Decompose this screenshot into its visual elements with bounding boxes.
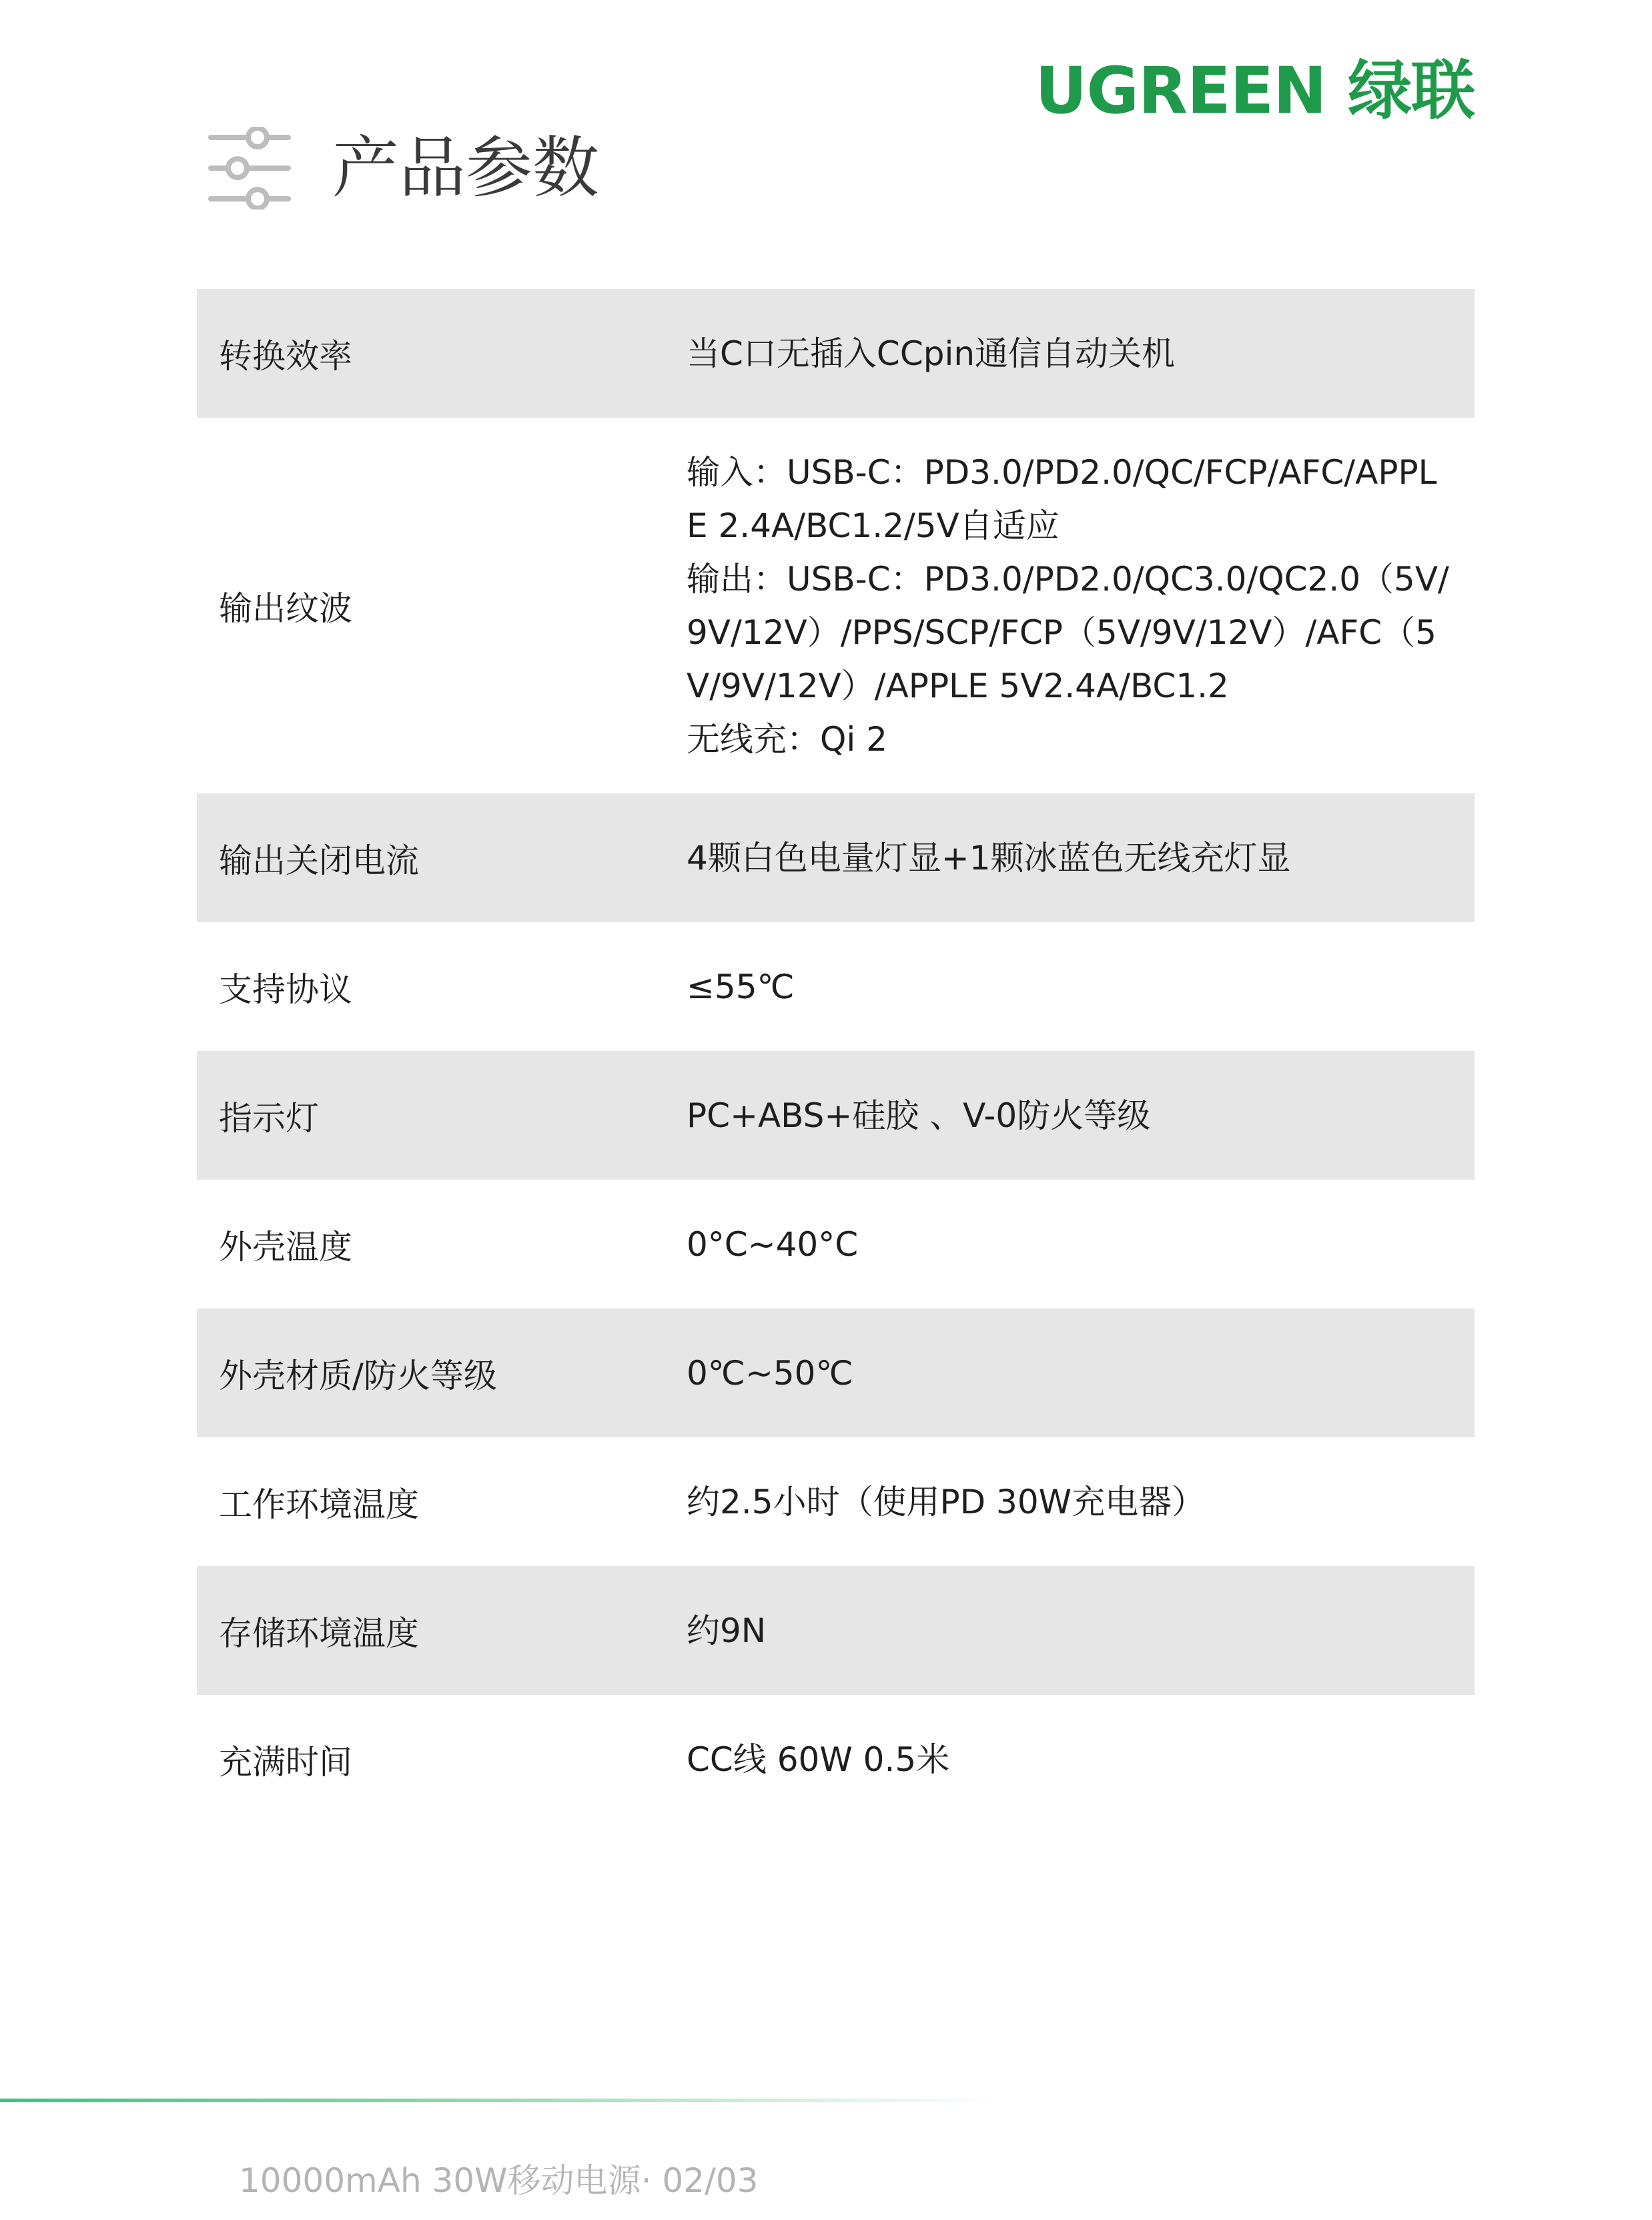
spec-label: 转换效率 [219,336,352,376]
spec-value [687,446,1475,766]
spec-row-6 [197,1180,1475,1309]
spec-value [687,1475,1475,1529]
spec-value-line: ≤55℃ [687,967,795,1006]
footer-caption: 10000mAh 30W移动电源· 02/03 [239,2161,759,2200]
spec-row-5 [197,1051,1475,1180]
spec-row-3 [197,793,1475,922]
spec-value-line: 输入：USB-C：PD3.0/PD2.0/QC/FCP/AFC/APPLE 2.4A/BC1.2/5V自适应 [687,452,1437,545]
spec-value-line: 4颗白色电量灯显+1颗冰蓝色无线充灯显 [687,838,1291,877]
spec-row-8 [197,1437,1475,1566]
spec-label: 工作环境温度 [219,1485,419,1524]
spec-row-10 [197,1695,1475,1824]
spec-value-line: CC线 60W 0.5米 [687,1740,950,1779]
spec-label: 输出纹波 [219,589,352,628]
brand-logo: UGREEN 绿联 [1035,53,1475,128]
spec-value-line: 当C口无插入CCpin通信自动关机 [687,334,1176,373]
spec-value-line: 无线充：Qi 2 [687,719,887,759]
section-header [208,127,599,210]
spec-label: 指示灯 [219,1098,319,1138]
spec-row-2 [197,418,1475,793]
spec-value-line: 约9N [687,1611,767,1650]
sliders-icon [208,127,291,210]
spec-label: 支持协议 [219,970,352,1009]
spec-row-7 [197,1309,1475,1437]
spec-value [687,1733,1475,1786]
spec-table [197,289,1475,1824]
spec-value [687,960,1475,1014]
spec-row-1 [197,289,1475,418]
spec-value [687,1218,1475,1271]
footer-divider [0,2099,1001,2102]
spec-value-line: 约2.5小时（使用PD 30W充电器） [687,1482,1206,1521]
spec-value [687,831,1475,885]
spec-label: 外壳温度 [219,1227,352,1266]
spec-value-line: PC+ABS+硅胶 、V-0防火等级 [687,1096,1151,1135]
spec-label: 存储环境温度 [219,1613,419,1653]
spec-label: 外壳材质/防火等级 [219,1356,497,1395]
spec-value [687,1089,1475,1142]
spec-value-line: 0°C~40°C [687,1224,859,1264]
spec-row-4 [197,922,1475,1051]
spec-value-line: 0℃~50℃ [687,1353,853,1393]
spec-value [687,327,1475,380]
spec-value [687,1604,1475,1657]
spec-value [687,1347,1475,1400]
page-title: 产品参数 [332,129,599,207]
spec-label: 输出关闭电流 [219,841,419,880]
spec-value-line: 输出：USB-C：PD3.0/PD2.0/QC3.0/QC2.0（5V/9V/12V）/PPS/SCP/FCP（5V/9V/12V）/AFC（5V/9V/12V）/APPLE 5V2.4A/BC1.2 [687,559,1449,705]
spec-label: 充满时间 [219,1742,352,1782]
spec-row-9 [197,1566,1475,1695]
